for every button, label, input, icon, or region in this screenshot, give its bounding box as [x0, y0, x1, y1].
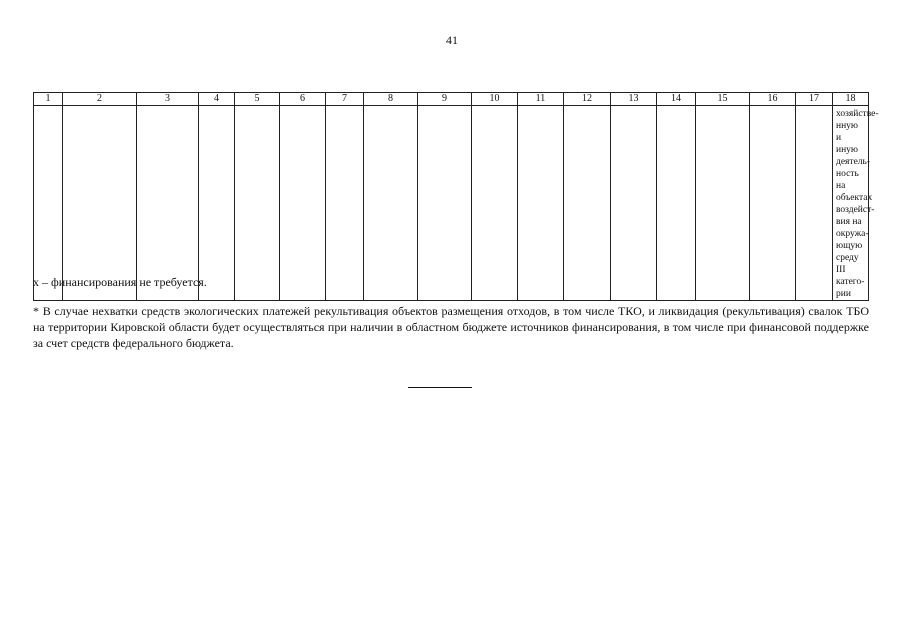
column-number: 15 [696, 93, 750, 106]
column-number: 14 [657, 93, 696, 106]
column-number: 8 [364, 93, 418, 106]
legend-note: х – финансирования не требуется. [33, 275, 207, 289]
table-cell [472, 106, 518, 301]
column-number: 6 [280, 93, 326, 106]
table-cell [280, 106, 326, 301]
table-cell [611, 106, 657, 301]
table-cell [34, 106, 63, 301]
column-number: 7 [326, 93, 364, 106]
end-divider [408, 387, 472, 388]
table-cell [696, 106, 750, 301]
table-cell [750, 106, 796, 301]
page-number: 41 [446, 33, 458, 47]
column-number: 5 [235, 93, 280, 106]
column-number: 1 [34, 93, 63, 106]
table-cell [199, 106, 235, 301]
table-cell [63, 106, 137, 301]
table-cell [518, 106, 564, 301]
column-number: 11 [518, 93, 564, 106]
column-number: 10 [472, 93, 518, 106]
data-table [33, 92, 879, 301]
column-number: 18 [833, 93, 869, 106]
table-cell [364, 106, 418, 301]
column-number: 9 [418, 93, 472, 106]
table-header-row [34, 93, 869, 106]
column-number: 16 [750, 93, 796, 106]
footnote: * В случае нехватки средств экологических платежей рекультивация объектов размещения отходов, в том числе ТКО, и ликвидация (рекультивация) свалок ТБО на территории Кировской области будет осуществляться при наличии в областном бюджете источников финансирования, в том числе при финансовой поддержке за счет средств федерального бюджета. [33, 304, 869, 350]
column-number: 12 [564, 93, 611, 106]
table-cell [564, 106, 611, 301]
table-cell [235, 106, 280, 301]
column-number: 2 [63, 93, 137, 106]
table-cell [796, 106, 833, 301]
table-cell [418, 106, 472, 301]
table-cell [137, 106, 199, 301]
table-cell [326, 106, 364, 301]
column-number: 3 [137, 93, 199, 106]
column-number: 13 [611, 93, 657, 106]
table-cell [657, 106, 696, 301]
table-row [34, 106, 869, 301]
table-cell-col18: хозяйстве- нную и иную деятель- ность на объектах воздейст- вия на окружа- ющую среду III катего- рии [833, 106, 869, 301]
column-number: 4 [199, 93, 235, 106]
column-number: 17 [796, 93, 833, 106]
